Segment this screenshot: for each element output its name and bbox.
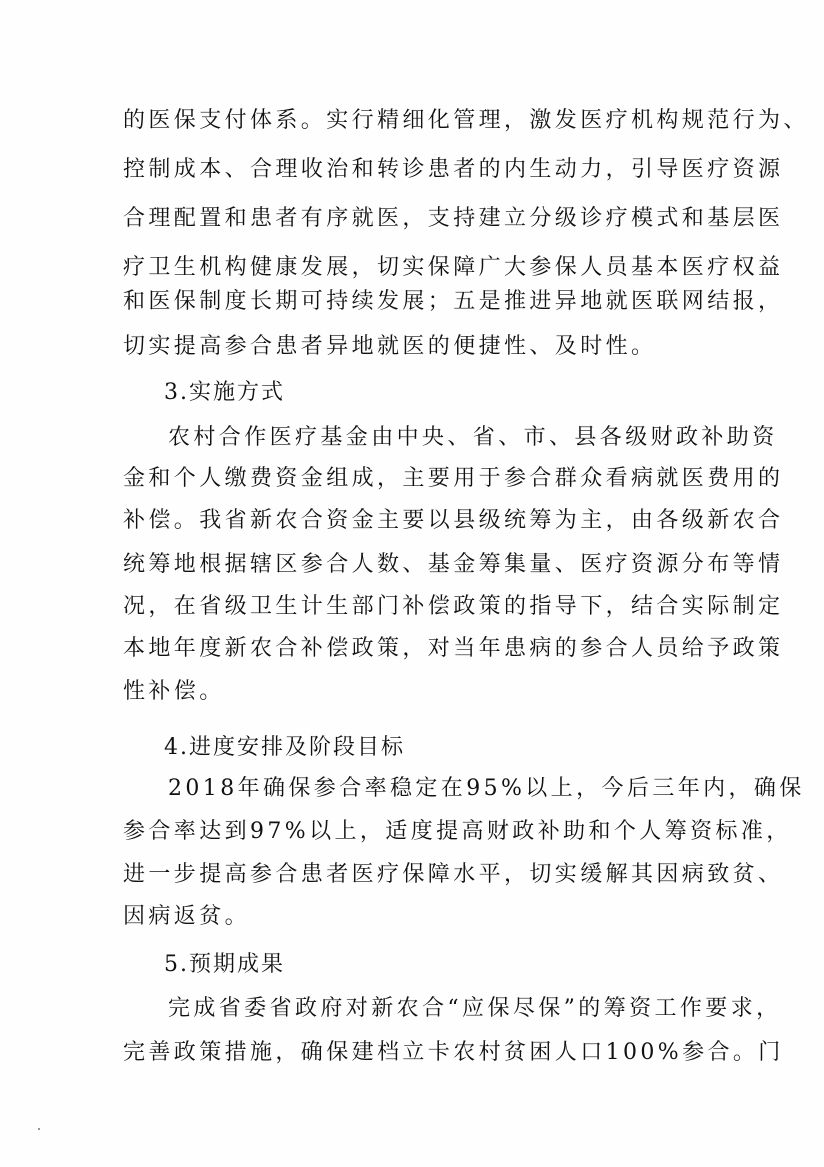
paragraph-line: 完成省委省政府对新农合“应保尽保”的筹资工作要求，: [168, 996, 782, 1021]
paragraph-line: 控制成本、合理收治和转诊患者的内生动力，引导医疗资源: [123, 157, 784, 182]
paragraph-line: 疗卫生机构健康发展，切实保障广大参保人员基本医疗权益: [123, 255, 784, 280]
paragraph-line: 参合率达到97%以上，适度提高财政补助和个人筹资标准，: [123, 819, 792, 844]
paragraph-line: 切实提高参合患者异地就医的便捷性、及时性。: [123, 334, 657, 359]
paragraph-line: 金和个人缴费资金组成，主要用于参合群众看病就医费用的: [123, 466, 784, 491]
paragraph-line: 本地年度新农合补偿政策，对当年患病的参合人员给予政策: [123, 636, 784, 661]
paragraph-line: 和医保制度长期可持续发展；五是推进异地就医联网结报，: [123, 289, 784, 314]
paragraph-line: 农村合作医疗基金由中央、省、市、县各级财政补助资: [168, 425, 778, 450]
scan-speck: [38, 1128, 40, 1130]
paragraph-line: 因病返贫。: [123, 904, 251, 929]
paragraph-line: 况，在省级卫生计生部门补偿政策的指导下，结合实际制定: [123, 594, 784, 619]
section-heading: 5.预期成果: [164, 952, 285, 977]
paragraph-line: 性补偿。: [123, 679, 225, 704]
paragraph-line: 统筹地根据辖区参合人数、基金筹集量、医疗资源分布等情: [123, 552, 784, 577]
paragraph-line: 的医保支付体系。实行精细化管理，激发医疗机构规范行为、: [123, 108, 809, 133]
paragraph-line: 2018年确保参合率稳定在95%以上，今后三年内，确保: [168, 776, 805, 801]
paragraph-line: 完善政策措施，确保建档立卡农村贫困人口100%参合。门: [123, 1040, 784, 1065]
paragraph-line: 合理配置和患者有序就医，支持建立分级诊疗模式和基层医: [123, 206, 784, 231]
section-heading: 3.实施方式: [164, 380, 285, 405]
paragraph-line: 进一步提高参合患者医疗保障水平，切实缓解其因病致贫、: [123, 862, 784, 887]
paragraph-line: 补偿。我省新农合资金主要以县级统筹为主，由各级新农合: [123, 508, 784, 533]
section-heading: 4.进度安排及阶段目标: [164, 735, 405, 760]
